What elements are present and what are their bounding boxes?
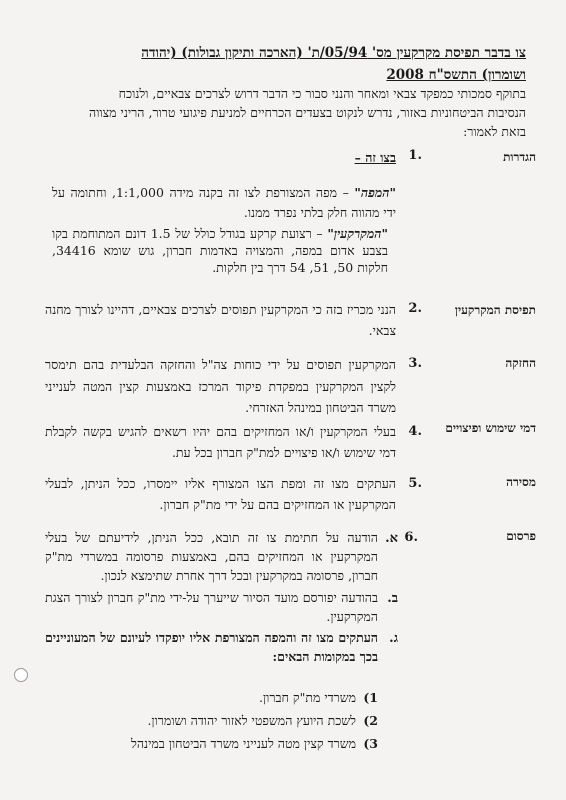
section-2-number: .2 [408, 301, 422, 316]
list-item-text: משרדי מת"ק חברון. [258, 690, 357, 705]
list-item [45, 686, 378, 709]
definition-land-text: – רצועת קרקע בגודל כולל של 1.5 דונם המתוחמת בקו בצבע אדום במפה, והמצויה באדמות חברון, גוש שומא 34416, חלקות 50, 51, 54 דרך בין חלקות. [52, 226, 388, 275]
section-5-side-heading: מסירה [506, 475, 536, 489]
order-title-line2: ושומרון) התשס"ח 2008 [386, 67, 526, 83]
deposit-locations-list [45, 686, 378, 755]
section-6a-label: א. [385, 531, 398, 546]
section-6c-label: ג. [389, 631, 398, 646]
definition-map [52, 183, 396, 223]
definition-map-term: "המפה" [354, 185, 396, 200]
section-6a-text: הודעה על חתימת צו זה תובא, ככל הניתן, לידיעתם של בעלי המקרקעין או המחזיקים בהם, באמצעות פרסומה במשרדי מת"ק חברון, פרסומה במקרקעין ובכל דרך אחרת שתימצא לנכון. [45, 530, 378, 583]
section-1-heading-text: בצו זה – [354, 150, 396, 165]
order-title: צו בדבר תפיסת מקרקעין מס' 05/94/ת' (הארכה ותיקון גבולות) (יהודה [141, 45, 526, 61]
definition-land-term: "המקרקעין" [327, 226, 388, 241]
list-item [45, 709, 378, 732]
section-2-side-heading: תפיסת המקרקעין [454, 303, 536, 317]
section-6b-text: בהודעה יפורסם מועד הסיור שייערך על-ידי מת"ק חברון לצורך הצגת המקרקעין. [45, 590, 378, 624]
section-3-number: .3 [408, 356, 422, 371]
list-item-number: 3) [363, 736, 378, 751]
section-6-number: .6 [404, 530, 418, 545]
section-6-side-heading: פרסום [506, 529, 536, 543]
section-4-text: בעלי המקרקעין ו/או המחזיקים בהם יהיו רשאים להגיש בקשה לקבלת דמי שימוש ו/או פיצויים למת"ק חברון בכל עת. [45, 424, 396, 460]
section-6c-text: העתקים מצו זה והמפה המצורפת אליו יופקדו לעיונם של המעוניינים בכך במקומות הבאים: [45, 630, 378, 664]
section-1-heading [200, 147, 396, 168]
section-4-side-heading: דמי שימוש ופיצויים [445, 421, 536, 435]
list-item-number: 1) [363, 690, 378, 705]
list-item-text: לשכת היועץ המשפטי לאזור יהודה ושומרון. [147, 713, 357, 728]
section-3-side-heading: החזקה [505, 356, 536, 370]
section-5-number: .5 [408, 476, 422, 491]
section-1-side-heading: הגדרות [503, 150, 536, 164]
definition-map-text: – מפה המצורפת לצו זה בקנה מידה 1:1,000, וחתומה על ידי מהווה חלק בלתי נפרד ממנו. [52, 185, 396, 220]
section-5-text: העתקים מצו זה ומפת הצו המצורף אליו יימסרו, ככל הניתן, לבעלי המקרקעין או המחזיקים בהם על ידי מת"ק חברון. [45, 476, 396, 512]
section-1-number: .1 [408, 148, 422, 163]
list-item-text: משרד קצין מטה לענייני משרד הביטחון במינהל [130, 736, 357, 751]
section-2-text: הנני מכריז בזה כי המקרקעין תפוסים לצרכים צבאיים, דהיינו לצורך מחנה צבאי. [45, 302, 396, 338]
definition-land [52, 225, 388, 276]
list-item [45, 732, 378, 755]
section-6b-label: ב. [387, 591, 398, 606]
punch-hole [14, 668, 28, 682]
intro-paragraph: בתוקף סמכותי כמפקד צבאי ומאחר והנני סבור כי הדבר דרוש לצרכים צבאיים, ולנוכח הנסיבות הביטחוניות באזור, נדרש לנקוט בצעדים הכרחיים למניעת פיגועי טרור, הריני מצווה בזאת לאמור: [89, 86, 526, 139]
list-item-number: 2) [363, 713, 378, 728]
section-4-number: .4 [408, 424, 422, 439]
section-3-text: המקרקעין תפוסים על ידי כוחות צה"ל והחזקה הבלעדית בהם תימסר לקצין המקרקעין במפקדת פיקוד המרכז באמצעות קצין המטה לענייני משרד הביטחון במינהל האזרחי. [45, 357, 396, 415]
